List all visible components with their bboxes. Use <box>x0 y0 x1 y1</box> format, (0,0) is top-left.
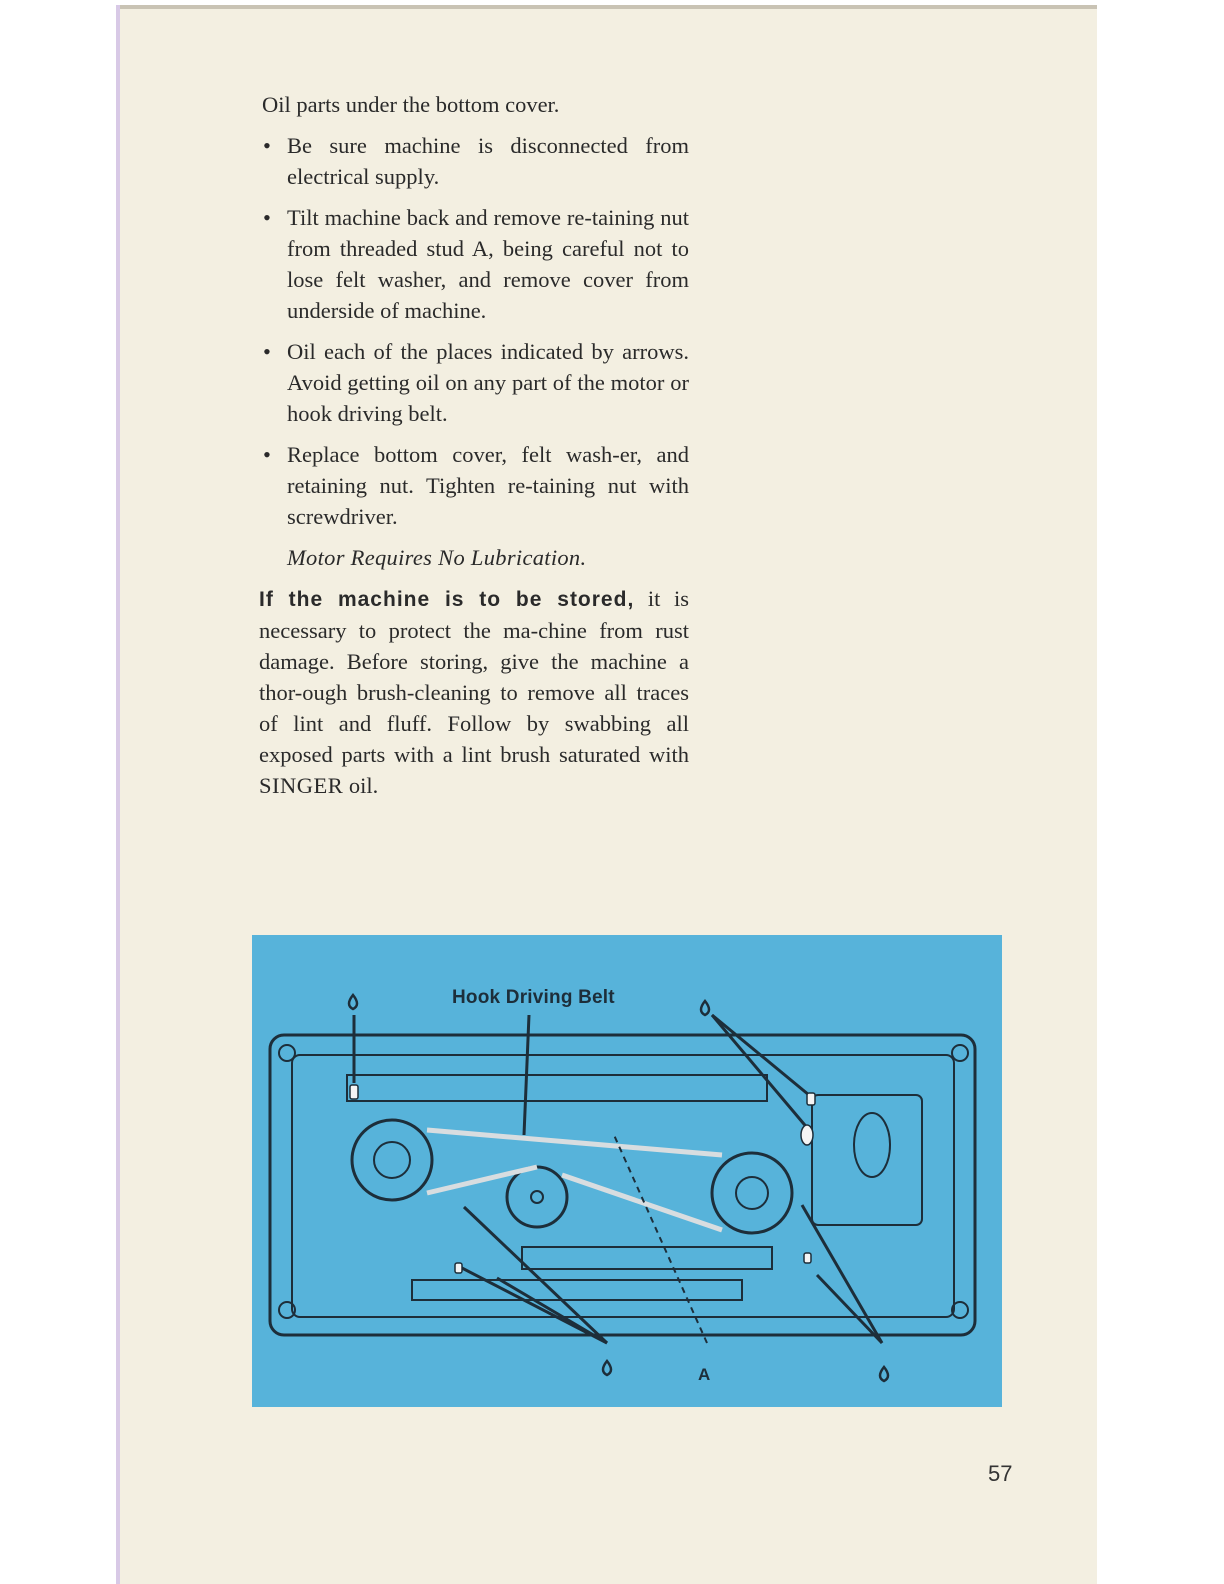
list-item: • Be sure machine is disconnected from electrical supply. <box>259 130 689 192</box>
page-number: 57 <box>988 1461 1013 1486</box>
brand-name: SINGER <box>259 773 344 798</box>
manual-page <box>116 5 1097 1584</box>
stud-a-label: A <box>698 1365 711 1384</box>
instruction-list <box>259 130 689 532</box>
right-pulley <box>712 1153 792 1233</box>
machine-underside-illustration <box>252 935 1002 1407</box>
left-pulley <box>352 1120 432 1200</box>
stud-a-pointer <box>614 1135 707 1343</box>
oil-drop-icon <box>701 1001 709 1015</box>
top-rail <box>347 1075 767 1101</box>
oil-drop-icon <box>603 1361 611 1375</box>
intro-paragraph: Oil parts under the bottom cover. <box>262 92 560 117</box>
storage-lead: If the machine is to be stored, <box>259 588 635 611</box>
oil-drop-icon <box>880 1367 888 1381</box>
text-column <box>259 89 689 801</box>
oiling-diagram <box>252 935 1002 1407</box>
machine-base-outline <box>270 1035 975 1335</box>
storage-body: it is necessary to protect the ma-chine from rust damage. Before storing, give the machine a thor-ough brush-cleaning to remove all traces of lint and fluff. Follow by swabbing all exposed parts with a lint brush saturated with <box>259 586 690 767</box>
center-pulley <box>507 1167 567 1227</box>
storage-paragraph <box>259 583 689 801</box>
motor-note: Motor Requires No Lubrication. <box>287 545 587 570</box>
list-item: • Oil each of the places indicated by arrows. Avoid getting oil on any part of the motor or hook driving belt. <box>259 336 689 429</box>
list-item: • Replace bottom cover, felt wash-er, and retaining nut. Tighten re-taining nut with screwdriver. <box>259 439 689 532</box>
storage-end: oil. <box>348 773 379 798</box>
oil-drop-icon <box>349 995 357 1009</box>
list-item: • Tilt machine back and remove re-taining nut from threaded stud A, being careful not to lose felt washer, and remove cover from underside of machine. <box>259 202 689 326</box>
belt-label: Hook Driving Belt <box>452 987 615 1008</box>
bottom-rail <box>522 1247 772 1269</box>
